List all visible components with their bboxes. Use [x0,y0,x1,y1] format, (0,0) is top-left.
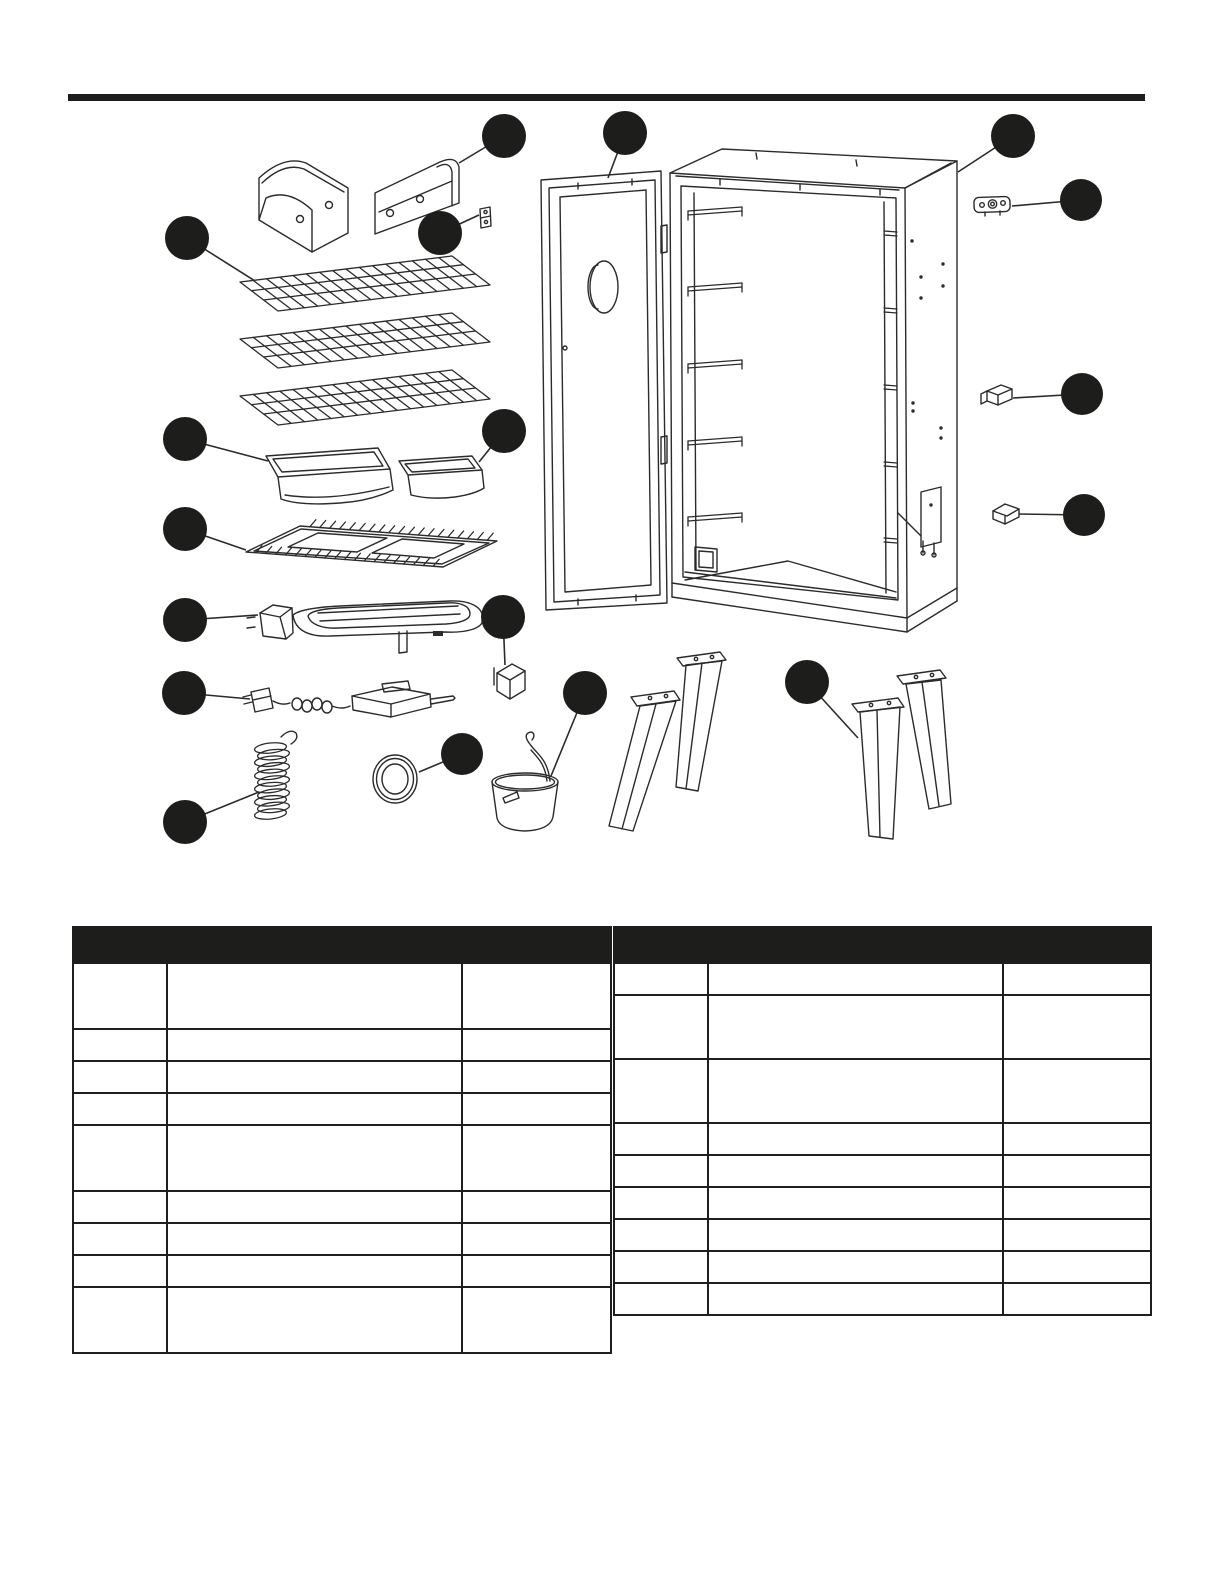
callout-circle [441,733,483,775]
leg-icon [852,698,904,839]
table-cell [708,1155,1003,1187]
table-cell [462,1287,611,1353]
table-cell [73,1061,167,1093]
table-cell [1003,963,1151,995]
callout-circle [162,671,206,715]
table-cell [167,1223,462,1255]
leg-icon [897,670,951,809]
callout-circle [163,417,207,461]
table-cell [614,995,708,1059]
table-cell [708,1251,1003,1283]
table-cell [462,1029,611,1061]
callout-circle [481,595,525,639]
table-cell [614,1155,708,1187]
table-cell [614,963,708,995]
table-cell [614,1059,708,1123]
callout-circle [563,671,607,715]
callout-circle [482,409,526,453]
callout-circle [163,598,207,642]
table-cell [708,1187,1003,1219]
table-cell [167,1255,462,1287]
table-cell [73,1223,167,1255]
table-cell [462,1255,611,1287]
table-cell [462,1223,611,1255]
callout-circle [163,507,207,551]
coil-spring-handle-icon [281,731,297,744]
callout-circle [163,800,207,844]
table-cell [1003,995,1151,1059]
water-pan-icon [266,448,393,504]
door-latch-icon [981,385,1012,405]
table-cell [462,1093,611,1125]
table-cell [167,963,462,1029]
table-cell [462,1061,611,1093]
table-cell [614,1251,708,1283]
grommet-ring-icon [373,755,417,803]
table-cell [1003,1219,1151,1251]
table-cell [614,1187,708,1219]
parts-table-left [72,926,612,1354]
table-cell [462,1125,611,1191]
leg-icon [609,691,680,831]
table-cell [73,1255,167,1287]
grid-support-icon [246,526,497,567]
table-cell [614,1123,708,1155]
callout-circle [482,114,526,158]
table-cell [167,1061,462,1093]
callout-circle [603,111,647,155]
parts-table-right [613,926,1152,1316]
table-cell [614,1219,708,1251]
table-cell [73,1093,167,1125]
smoker-door-icon [541,171,667,610]
table-cell [167,1287,462,1353]
table-cell [1003,1251,1151,1283]
callout-circle [785,660,829,704]
table-cell [708,1219,1003,1251]
generated-grids-and-rails [240,207,897,821]
callout-circle [165,216,209,260]
door-hinge-plate-icon [480,207,491,228]
callout-circle [1063,494,1105,536]
table-cell [167,1191,462,1223]
callout-circle [1060,179,1102,221]
heating-element-icon [247,601,483,653]
table-cell [708,1059,1003,1123]
table-cell [1003,1155,1151,1187]
table-cell [708,1123,1003,1155]
callout-circle [1061,373,1103,415]
table-header-bar [73,927,611,963]
table-cell [73,1191,167,1223]
callout-circle [991,114,1035,158]
leg-icon [676,652,726,791]
table-cell [167,1029,462,1061]
callout-circle [418,211,462,255]
table-cell [167,1093,462,1125]
table-cell [708,995,1003,1059]
thermostat-control-icon [243,681,455,717]
table-cell [73,963,167,1029]
wood-chip-bucket-icon [492,732,558,831]
mounting-bracket-left-icon [259,161,348,252]
cabinet-body-icon [670,149,957,632]
table-cell [1003,1123,1151,1155]
table-cell [73,1287,167,1353]
table-cell [1003,1283,1151,1315]
table-cell [708,1283,1003,1315]
table-cell [73,1125,167,1191]
table-cell [462,963,611,1029]
table-cell [614,1283,708,1315]
table-cell [462,1191,611,1223]
table-cell [1003,1059,1151,1123]
table-header-bar [614,927,1151,963]
cabinet-hinge-icon [974,196,1011,216]
drip-pan-icon [399,456,484,498]
corner-bracket-icon [494,664,525,699]
table-cell [167,1125,462,1191]
chip-clip-icon [993,504,1019,524]
table-cell [73,1029,167,1061]
table-cell [708,963,1003,995]
table-cell [1003,1187,1151,1219]
